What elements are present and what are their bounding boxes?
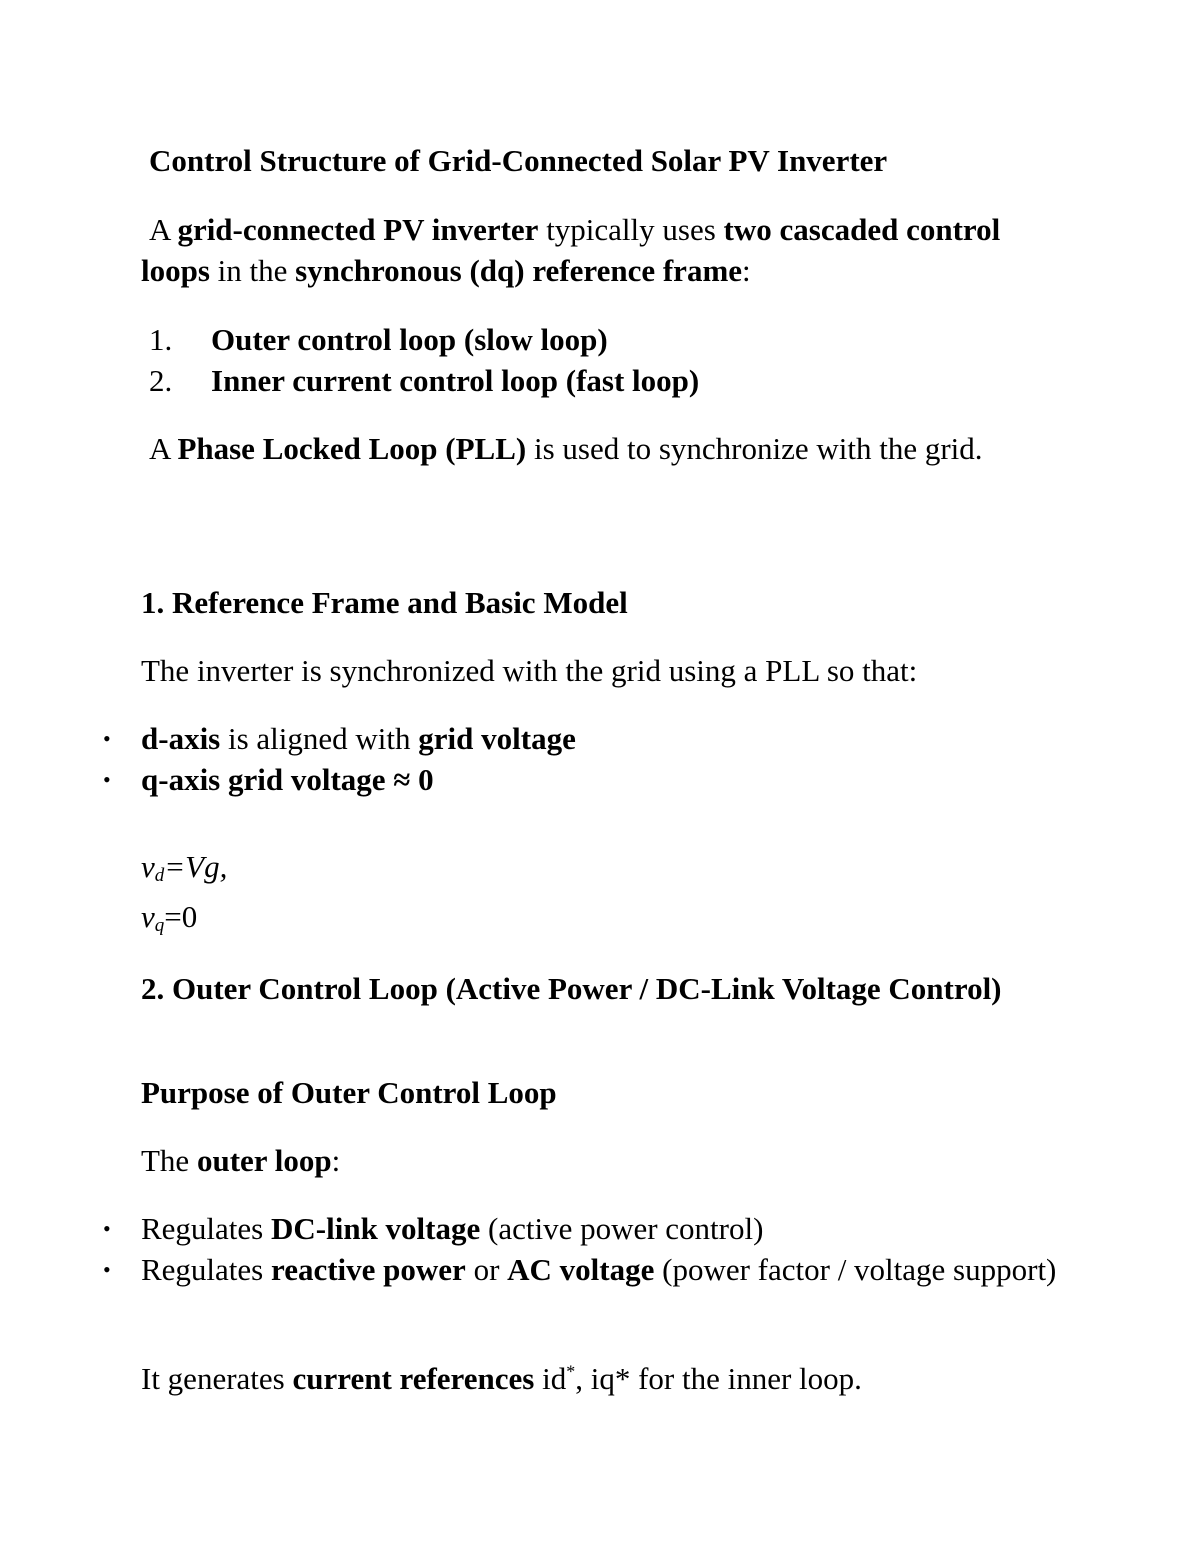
list-item [103,1208,1071,1249]
bullet-icon: • [103,1216,111,1241]
list-item [103,718,1071,759]
bullet-bold-1: DC-link voltage [271,1211,481,1246]
bullet-text-2: or [465,1252,508,1287]
section-2-heading: 2. Outer Control Loop (Active Power / DC-Link Voltage Control) [141,971,1002,1006]
outer-loop-paragraph [141,1140,1071,1181]
gen-text-1: It generates [141,1361,293,1396]
equation-rhs: =0 [164,899,198,934]
bullet-bold-1: d-axis [141,721,221,756]
equation-subscript: d [154,865,165,886]
bullet-text-1: Regulates [141,1252,271,1287]
equation-variable: v [141,899,155,934]
outer-bold-1: outer loop [196,1143,332,1178]
bullet-text-1: Regulates [141,1211,271,1246]
intro-paragraph [141,209,1071,291]
outer-text-1: The [141,1143,197,1178]
list-item [141,319,1071,360]
document-title: Control Structure of Grid-Connected Solar PV Inverter [149,143,888,178]
list-item [103,759,1071,800]
equation-variable: v [141,849,155,884]
gen-text-2: id [534,1361,567,1396]
equations [141,846,1071,946]
list-item [141,360,1071,401]
intro-text-3: in the [209,253,296,288]
bullet-bold-1: q-axis grid voltage ≈ 0 [141,762,434,797]
list-item-label: Outer control loop (slow loop) [211,322,608,357]
intro-text-1: A [149,212,178,247]
section-2-subheading: Purpose of Outer Control Loop [141,1075,557,1110]
loops-numbered-list [141,319,1071,401]
outer-text-2: : [331,1143,341,1178]
current-references-paragraph [141,1358,1071,1399]
axis-bullet-list [103,718,1071,800]
gen-text-3: , iq* for the inner loop. [575,1361,862,1396]
bullet-icon: • [103,726,111,751]
bullet-bold-1: reactive power [271,1252,466,1287]
bullet-text-2: (active power control) [480,1211,764,1246]
intro-text-2: typically uses [538,212,724,247]
bullet-icon: • [103,1257,111,1282]
pll-text-1: A [149,431,178,466]
equation-vd [141,846,1071,896]
gen-superscript: * [566,1361,576,1382]
bullet-bold-2: AC voltage [507,1252,655,1287]
pll-text-2: is used to synchronize with the grid. [526,431,983,466]
bullet-text-3: (power factor / voltage support) [654,1252,1057,1287]
list-item-number: 1. [149,322,173,357]
intro-text-4: : [742,253,751,288]
section-1-heading: 1. Reference Frame and Basic Model [141,585,628,620]
pll-paragraph [141,428,1071,469]
bullet-text-1: is aligned with [220,721,419,756]
equation-vq [141,896,1071,946]
outer-loop-bullet-list [103,1208,1071,1290]
bullet-bold-2: grid voltage [418,721,576,756]
list-item-label: Inner current control loop (fast loop) [211,363,700,398]
pll-bold-1: Phase Locked Loop (PLL) [177,431,527,466]
bullet-icon: • [103,767,111,792]
sync-paragraph: The inverter is synchronized with the grid using a PLL so that: [141,653,918,688]
equation-rhs: =Vg, [164,849,228,884]
gen-bold-1: current references [292,1361,535,1396]
intro-bold-1: grid-connected PV inverter [177,212,539,247]
intro-bold-3: synchronous (dq) reference frame [295,253,743,288]
intro-bold-2: two cascaded control loops [141,212,1001,288]
list-item-number: 2. [149,363,173,398]
list-item [103,1249,1071,1290]
equation-subscript: q [154,915,165,936]
